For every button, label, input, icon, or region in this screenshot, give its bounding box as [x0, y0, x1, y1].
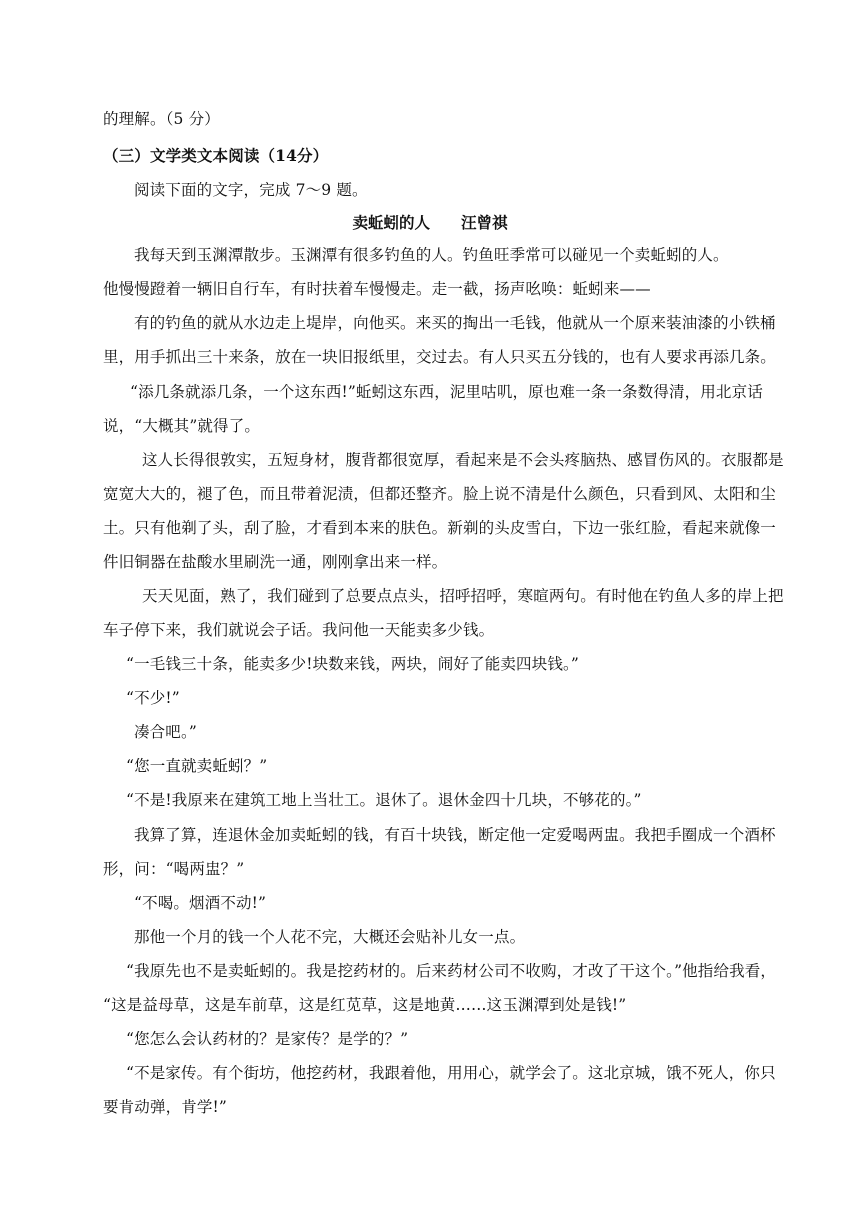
text-line: 的理解。（5 分） [103, 110, 220, 128]
dialogue-line: “这是益母草，这是车前草，这是红苋草，这是地黄……这玉渊潭到处是钱!” [103, 996, 627, 1014]
dialogue-line: “我原先也不是卖蚯蚓的。我是挖药材的。后来药材公司不收购，才改了干这个。”他指给我看， [126, 962, 777, 980]
text-line: 宽宽大大的，褪了色，而且带着泥渍，但都还整齐。脸上说不清是什么颜色，只看到风、太阳和尘 [103, 485, 776, 503]
text-line: 这人长得很敦实，五短身材，腹背都很宽厚，看起来是不会头疼脑热、感冒伤风的。衣服都是 [142, 451, 784, 469]
dialogue-line: “不少!” [126, 689, 180, 707]
text-line: 件旧铜器在盐酸水里刷洗一通，刚刚拿出来一样。 [103, 553, 448, 571]
text-line: “添几条就添几条，一个这东西!”蚯蚓这东西，泥里咕叽，原也难一条一条数得清，用北京话 [130, 383, 763, 401]
instruction: 阅读下面的文字，完成 7～9 题。 [134, 181, 368, 199]
text-line: 形，问：“喝两盅？” [103, 860, 245, 878]
dialogue-line: 凑合吧。” [134, 723, 197, 741]
section-heading: （三）文学类文本阅读（14分） [103, 146, 329, 165]
article-title: 卖蚯蚓的人 汪曾祺 [352, 213, 508, 232]
text-line: 那他一个月的钱一个人花不完，大概还会贴补儿女一点。 [134, 928, 526, 946]
text-line: 我每天到玉渊潭散步。玉渊潭有很多钓鱼的人。钓鱼旺季常可以碰见一个卖蚯蚓的人。 [134, 246, 729, 264]
dialogue-line: “不喝。烟酒不动!” [134, 894, 267, 912]
text-line: 土。只有他剃了头，刮了脸，才看到本来的肤色。新剃的头皮雪白，下边一张红脸，看起来就像一 [103, 519, 776, 537]
text-line: 车子停下来，我们就说会子话。我问他一天能卖多少钱。 [103, 621, 495, 639]
text-line: 他慢慢蹬着一辆旧自行车，有时扶着车慢慢走。走一截，扬声吆唤：蚯蚓来—— [103, 280, 651, 298]
dialogue-line: “您一直就卖蚯蚓？” [126, 757, 268, 775]
dialogue-line: “不是!我原来在建筑工地上当壮工。退休了。退休金四十几块，不够花的。” [126, 791, 642, 809]
text-line: 我算了算，连退休金加卖蚯蚓的钱，有百十块钱，断定他一定爱喝两盅。我把手圈成一个酒杯 [134, 826, 776, 844]
dialogue-line: “您怎么会认药材的？是家传？是学的？” [126, 1030, 409, 1048]
text-line: 里，用手抓出三十来条，放在一块旧报纸里，交过去。有人只买五分钱的，也有人要求再添几条。 [103, 348, 776, 366]
dialogue-line: “一毛钱三十条，能卖多少!块数来钱，两块，闹好了能卖四块钱。” [126, 655, 579, 673]
text-line: 有的钓鱼的就从水边走上堤岸，向他买。来买的掏出一毛钱，他就从一个原来装油漆的小铁桶 [134, 314, 776, 332]
text-line: 天天见面，熟了，我们碰到了总要点点头，招呼招呼，寒暄两句。有时他在钓鱼人多的岸上把 [142, 587, 784, 605]
text-line: 说，“大概其”就得了。 [103, 417, 260, 435]
dialogue-line: 要肯动弹，肯学!” [103, 1098, 228, 1116]
dialogue-line: “不是家传。有个街坊，他挖药材，我跟着他，用用心，就学会了。这北京城，饿不死人，你只 [126, 1064, 776, 1082]
